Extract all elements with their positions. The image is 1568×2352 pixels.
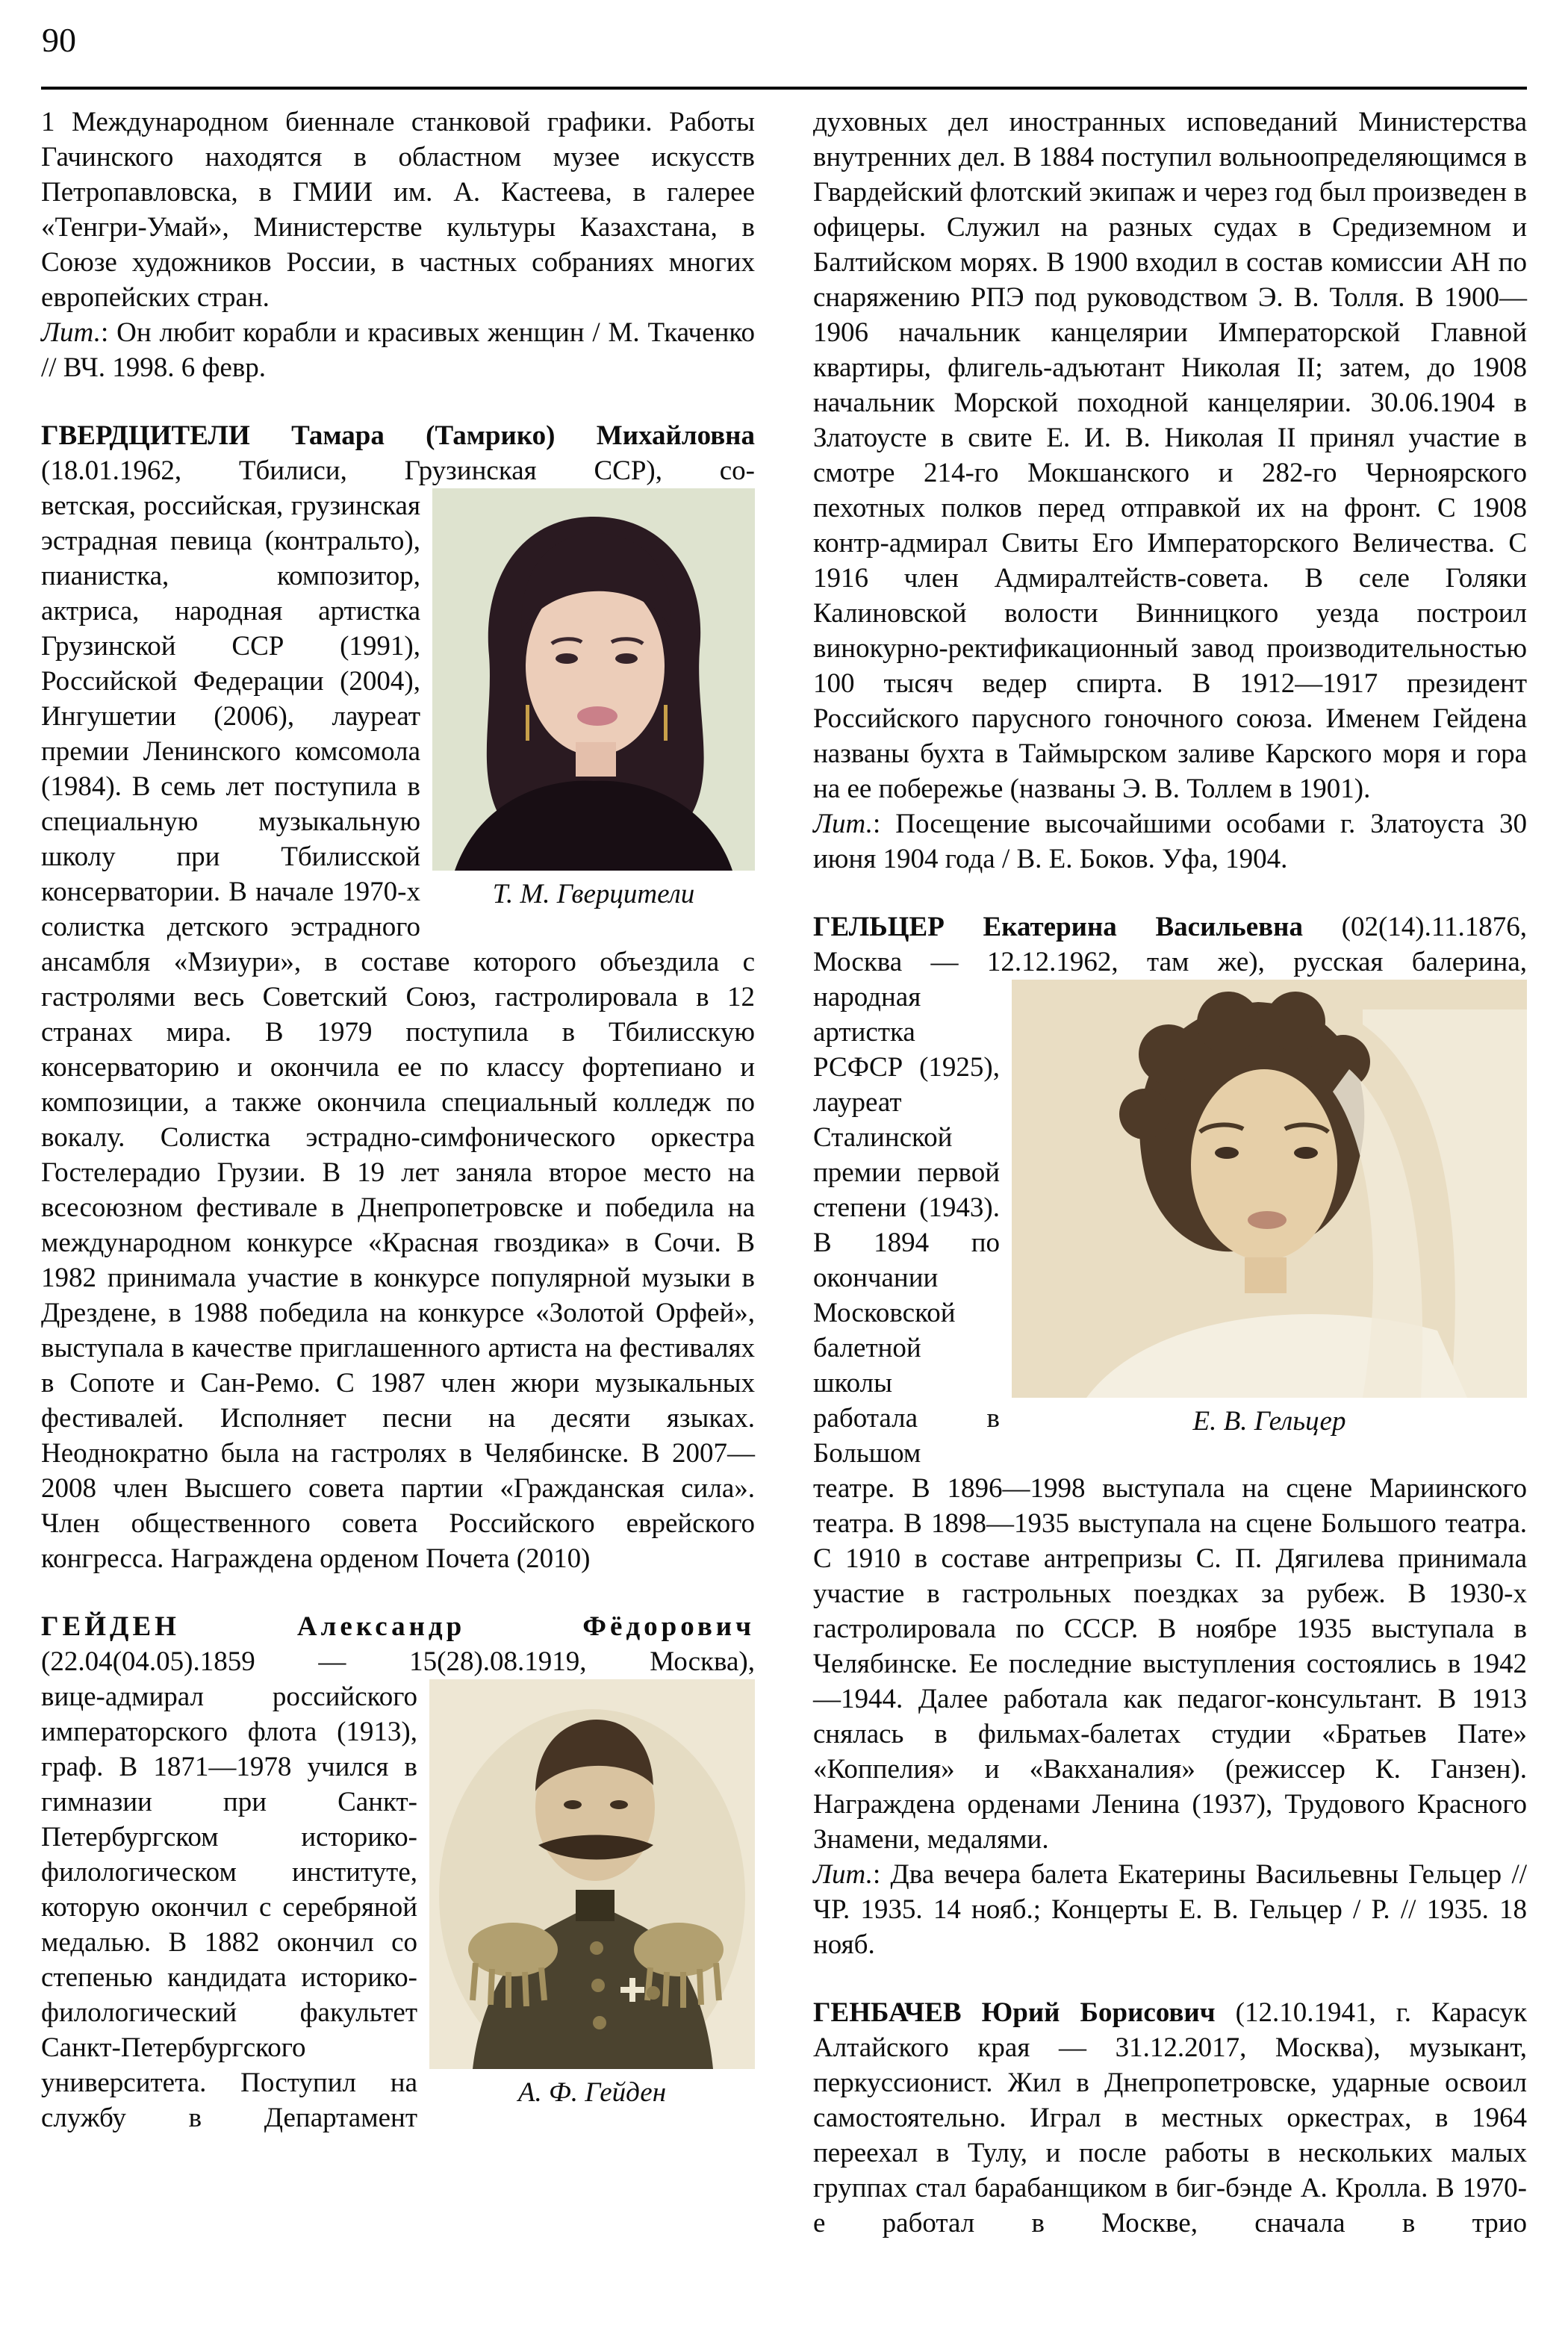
entry-body <box>41 488 755 1576</box>
entry-heading <box>41 1609 755 1679</box>
literature-line <box>813 1857 1527 1962</box>
geyden-portrait-photo <box>429 1679 755 2069</box>
entry-headword: ГЕНБАЧЕВ Юрий Борисович <box>813 1997 1216 2028</box>
entry-text: народная артистка РСФСР (1925), лауреат Сталинской премии первой степени (1943). В 1894 по окончании Московской балетной школы работала в Большом театре. В 1896—1998 выступала на сцене Мариинского театра. В 1898—1935 выступала на сцене Большого театра. С 1910 в составе антрепризы С. П. Дягилева принимала участие в гастрольных поездках за рубеж. В 1930-х гастролировала по СССР. В ноябре 1935 выступала в Челябинске. Ее последние выступления состоялись в 1942—1944. Далее работала как педагог-консультант. В 1913 снялась в фильмах-балетах студии «Братьев Пате» «Коппелия» и «Вакханалия» (режиссер К. Ганзен). Награждена орденами Ленина (1937), Трудового Красного Знамени, медалями. <box>813 982 1527 1855</box>
entry-heading-dates: (02(14).11.1876, Москва — 12.12.1962, там же), русская балерина, <box>813 912 1527 977</box>
continuation-paragraph: 1 Международном биеннале станковой графики. Работы Гачинского находятся в областном музее искусств Петропавловска, в ГМИИ им. А. Кастеева, в галерее «Тенгри-Умай», Министерстве культуры Казахстана, в Союзе художников России, в частных собраниях многих европейских стран. <box>41 107 755 313</box>
header-rule <box>41 87 1527 90</box>
entry-headword: ГЕЛЬЦЕР Екатерина Васильевна <box>813 912 1303 942</box>
literature-text: : Два вечера балета Екатерины Васильевны Гельцер // ЧР. 1935. 14 нояб.; Концерты Е. В. Гельцер / Р. // 1935. 18 нояб. <box>813 1859 1527 1960</box>
right-column <box>813 105 1527 2241</box>
literature-label: Лит. <box>813 809 873 839</box>
entry-headword: ГВЕРДЦИТЕЛИ Тамара (Тамрико) Михайловна <box>41 420 755 451</box>
entry-heading-dates: (18.01.1962, Тбилиси, Грузинская ССР), со- <box>41 455 755 486</box>
literature-line <box>813 806 1527 877</box>
page-content <box>41 105 1527 2241</box>
entry-headword: ГЕЙДЕН Александр Фёдорович <box>41 1611 755 1642</box>
literature-label: Лит. <box>41 317 101 348</box>
gvertsiteli-portrait-photo <box>432 488 755 871</box>
entry-text: вице-адмирал российского императорского флота (1913), граф. В 1871—1978 учился в гимназии при Санкт-Петербургском историко-филологическом институте, которую окончил с серебряной медалью. В 1882 окончил со степенью кандидата историко-филологический факультет Санкт-Петербургского университета. Поступил на службу в Департамент <box>41 1681 417 2133</box>
entry-paragraph <box>813 1995 1527 2241</box>
literature-text: : Он любит корабли и красивых женщин / М. Ткаченко // ВЧ. 1998. 6 февр. <box>41 317 755 383</box>
geyden-photo-block <box>429 1679 755 2110</box>
entry-gverdtsiteli <box>41 418 755 1576</box>
entry-text: (12.10.1941, г. Карасук Алтайского края — 31.12.2017, Москва), музыкант, перкуссионист. Жил в Днепропетровске, ударные освоил самостоятельно. Играл в местных оркестрах, в 1964 переехал в Тулу, и после работы в нескольких малых группах стал барабанщиком в биг-бэнде А. Кролла. В 1970-е работал в Москве, сначала в трио <box>813 1997 1527 2239</box>
entry-geyden <box>41 1609 755 2135</box>
entry-heading-dates: (22.04(04.05).1859 — 15(28).08.1919, Москва), <box>41 1646 755 1677</box>
geltser-photo-block <box>1012 980 1527 1439</box>
entry-geltser <box>813 909 1527 1962</box>
literature-line <box>41 315 755 385</box>
literature-text: : Посещение высочайшими особами г. Златоуста 30 июня 1904 года / В. Е. Боков. Уфа, 1904. <box>813 809 1527 874</box>
left-column <box>41 105 755 2241</box>
photo-caption: Т. М. Гверцители <box>492 879 695 909</box>
entry-body <box>41 1679 755 2135</box>
gvertsiteli-photo-block <box>432 488 755 912</box>
entry-text: ветская, российская, грузинская эстрадная певица (контральто), пианистка, композитор, актриса, народная артистка Грузинской ССР (1991), Российской Федерации (2004), Ингушетии (2006), лауреат премии Ленинского комсомола (1984). В семь лет поступила в специальную музыкальную школу при Тбилисской консерватории. В начале 1970-х солистка детского эстрадного ансамбля «Мзиури», в составе которого объездила с гастролями весь Советский Союз, гастролировала в 12 странах мира. В 1979 поступила в Тбилисскую консерваторию и окончила ее по классу фортепиано и композиции, а также окончила специальный колледж по вокалу. Солистка эстрадно-симфонического оркестра Гостелерадио Грузии. В 19 лет заняла второе место на всесоюзном фестивале в Днепропетровске и победила на международном конкурсе «Красная гвоздика» в Сочи. В 1982 принимала участие в конкурсе популярной музыки в Дрездене, в 1988 победила на конкурсе «Золотой Орфей», выступала в качестве приглашенного артиста на фестивалях в Сопоте и Сан-Ремо. С 1987 член жюри музыкальных фестивалей. Исполняет песни на десяти языках. Неоднократно была на гастролях в Челябинске. В 2007—2008 член Высшего совета партии «Гражданская сила». Член общественного совета Российского еврейского конгресса. Награждена орденом Почета (2010) <box>41 491 755 1574</box>
page-number: 90 <box>42 21 76 59</box>
entry-heading <box>813 909 1527 980</box>
entry-genbachev <box>813 1995 1527 2241</box>
literature-label: Лит. <box>813 1859 873 1890</box>
photo-caption: Е. В. Гельцер <box>1192 1406 1346 1437</box>
photo-caption: А. Ф. Гейден <box>517 2077 667 2108</box>
entry-body <box>813 980 1527 1857</box>
entry-heading <box>41 418 755 488</box>
continuation-paragraph: духовных дел иностранных исповеданий Министерства внутренних дел. В 1884 поступил вольноопределяющимся в Гвардейский флотский экипаж и через год был произведен в офицеры. Служил на разных судах в Средиземном и Балтийском морях. В 1900 входил в состав комиссии АН по снаряжению РПЭ под руководством Э. В. Толля. В 1900—1906 начальник канцелярии Императорской Главной квартиры, флигель-адъютант Николая II; затем, до 1908 начальник Морской походной канцелярии. 30.06.1904 в Златоусте в свите Е. И. В. Николая II принял участие в смотре 214-го Мокшанского и 282-го Черноярского пехотных полков перед отправкой их на фронт. С 1908 контр-адмирал Свиты Его Императорского Величества. С 1916 член Адмиралтейств-совета. В селе Голяки Калиновской волости Винницкого уезда построил винокурно-ректификационный завод производительностью 100 тысяч ведер спирта. В 1912—1917 президент Российского парусного гоночного союза. Именем Гейдена названы бухта в Таймырском заливе Карского моря и гора на ее побережье (названы Э. В. Толлем в 1901). <box>813 107 1527 804</box>
geltser-portrait-photo <box>1012 980 1527 1398</box>
